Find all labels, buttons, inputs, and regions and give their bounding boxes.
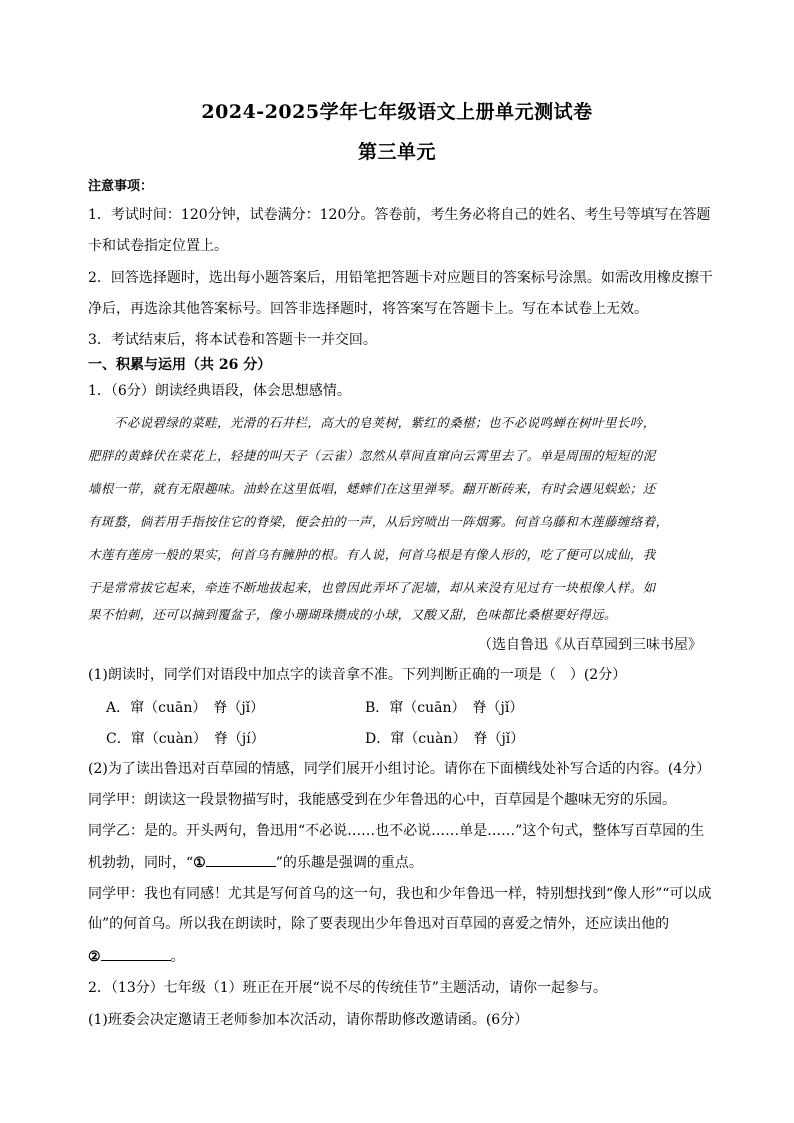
notice-heading: 注意事项： [88, 179, 154, 194]
notice-item-1-line-2: 卡和试卷指定位置上。 [88, 238, 228, 254]
dialogue-line: 同学甲：我也有同感！尤其是写何首乌的这一句，我也和少年鲁迅一样，特别想找到“像人形”“可以成 [88, 886, 712, 902]
choice-b[interactable]: B．窜（cuān） 脊（jǐ） [365, 700, 524, 716]
passage-line: 于是常常拔它起来，牵连不断地拔起来，也曾因此弄坏了泥墙，却从来没有见过有一块根像人样。如 [88, 580, 656, 595]
section-1-heading: 一、积累与运用（共 26 分） [88, 357, 272, 373]
dialogue-line [88, 946, 185, 967]
notice-item-2-line-1: 2．回答选择题时，选出每小题答案后，用铅笔把答题卡对应题目的答案标号涂黑。如需改用橡皮擦干 [88, 270, 713, 286]
choice-d[interactable]: D．窜（cuàn） 脊（jǐ） [365, 731, 525, 747]
blank-marker-1: ① [193, 855, 206, 871]
question-1-sub-1: (1)朗读时，同学们对语段中加点字的读音拿不准。下列判断正确的一项是（ ）(2分） [88, 667, 627, 683]
dialogue-text: ”的乐趣是强调的重点。 [275, 855, 423, 871]
answer-blank-2[interactable] [101, 946, 171, 961]
question-2-stem: 2．（13分）七年级（1）班正在开展“说不尽的传统佳节”主题活动，请你一起参与。 [88, 980, 607, 996]
passage-line: 有斑蝥，倘若用手指按住它的脊梁，便会拍的一声，从后窍喷出一阵烟雾。何首乌藤和木莲藤缠络着， [88, 514, 669, 529]
passage-line: 肥胖的黄蜂伏在菜花上，轻捷的叫天子（云雀）忽然从草间直窜向云霄里去了。单是周围的短短的泥 [88, 448, 656, 463]
notice-item-3: 3．考试结束后，将本试卷和答题卡一并交回。 [88, 332, 377, 348]
dialogue-line: 同学乙：是的。开头两句，鲁迅用“不必说……也不必说……单是……”这个句式，整体写百草园的生 [88, 823, 705, 839]
notice-item-2-line-2: 净后，再选涂其他答案标号。回答非选择题时，将答案写在答题卡上。写在本试卷上无效。 [88, 301, 648, 317]
dialogue-line: 同学甲：朗读这一段景物描写时，我能感受到在少年鲁迅的心中，百草园是个趣味无穷的乐园。 [88, 792, 676, 808]
question-2-sub-1: (1)班委会决定邀请王老师参加本次活动，请你帮助修改邀请函。(6分） [88, 1012, 529, 1028]
passage-line: 不必说碧绿的菜畦，光滑的石井栏，高大的皂荚树，紫红的桑椹；也不必说鸣蝉在树叶里长吟， [88, 415, 656, 430]
passage-line: 木莲有莲房一般的果实，何首乌有臃肿的根。有人说，何首乌根是有像人形的，吃了便可以成仙，我 [88, 547, 656, 562]
unit-title: 第三单元 [357, 141, 436, 163]
passage-source: （选自鲁迅《从百草园到三味书屋》 [478, 637, 702, 653]
passage-line: 果不怕刺，还可以摘到覆盆子，像小珊瑚珠攒成的小球，又酸又甜，色味都比桑椹要好得远。 [88, 607, 617, 622]
answer-blank-1[interactable] [206, 852, 276, 867]
question-1-sub-2: (2)为了读出鲁迅对百草园的情感，同学们展开小组讨论。请你在下面横线处补写合适的内容。(4分） [88, 761, 711, 777]
question-1-stem: 1．（6分）朗读经典语段，体会思想感情。 [88, 383, 351, 399]
passage-line: 墙根一带，就有无限趣味。油蛉在这里低唱，蟋蟀们在这里弹琴。翻开断砖来，有时会遇见蜈蚣；还 [88, 481, 656, 496]
blank-marker-2: ② [88, 949, 101, 965]
dialogue-text: 。 [170, 949, 185, 965]
choice-a[interactable]: A．窜（cuān） 脊（jǐ） [106, 700, 265, 716]
dialogue-line [88, 852, 423, 873]
dialogue-text: 机勃勃，同时，“ [88, 855, 194, 871]
choice-c[interactable]: C．窜（cuàn） 脊（jí） [106, 731, 265, 747]
dialogue-line: 仙”的何首乌。所以我在朗读时，除了要表现出少年鲁迅对百草园的喜爱之情外，还应读出他的 [88, 916, 670, 932]
exam-title: 2024-2025学年七年级语文上册单元测试卷 [201, 101, 593, 123]
notice-item-1-line-1: 1．考试时间：120分钟，试卷满分：120分。答卷前，考生务必将自己的姓名、考生号等填写在答题 [88, 207, 711, 223]
